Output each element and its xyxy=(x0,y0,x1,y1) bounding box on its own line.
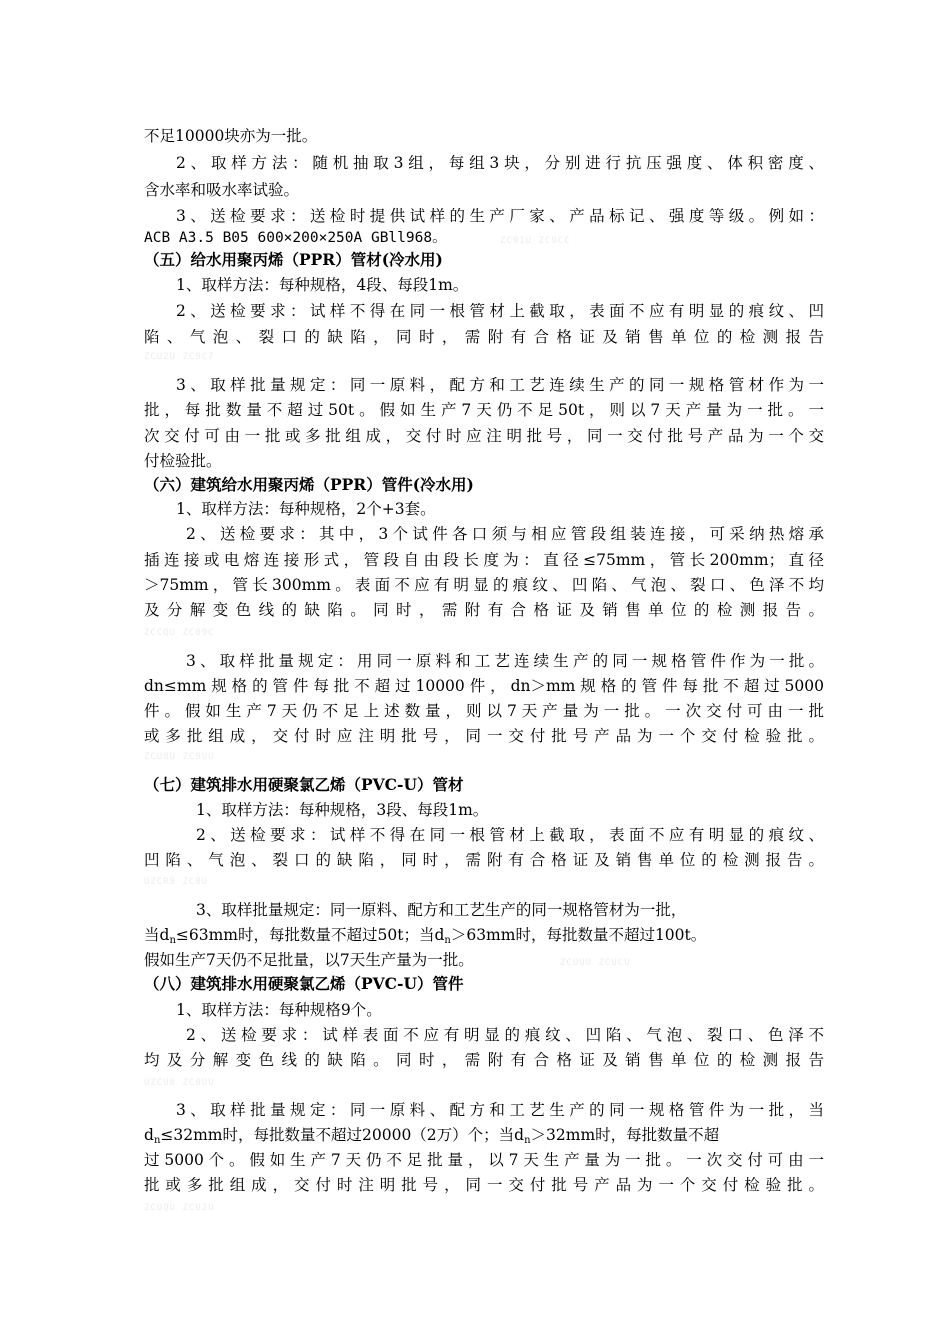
paragraph-line: 凹陷、气泡、裂口的缺陷，同时，需附有合格证及销售单位的检测报告。 xyxy=(144,851,824,869)
subscript-n: n xyxy=(169,935,176,946)
paragraph-line: ＞75mm，管长300mm。表面不应有明显的痕纹、凹陷、气泡、裂口、色泽不均 xyxy=(144,576,824,594)
paragraph-line: 1、取样方法：每种规格，4段、每段1m。 xyxy=(176,276,469,294)
text-run: ≤32mm时，每批数量不超过20000（2万）个；当d xyxy=(160,1126,525,1144)
paragraph-line: 2、取样方法：随机抽取3组，每组3块，分别进行抗压强度、体积密度、 xyxy=(176,154,824,172)
text-run: ＞32mm时，每批数量不超 xyxy=(530,1126,720,1144)
subscript-n: n xyxy=(444,935,451,946)
paragraph-line: 或多批组成，交付时应注明批号，同一交付批号产品为一个交付检验批。 xyxy=(144,727,824,745)
paragraph-line: 过5000个。假如生产7天仍不足批量，以7天生产量为一批。一次交付可由一 xyxy=(144,1151,824,1169)
watermark-text: UZCU8 ZC0UU xyxy=(144,1078,215,1088)
paragraph-line: 均及分解变色线的缺陷。同时，需附有合格证及销售单位的检测报告 xyxy=(144,1051,824,1069)
text-run: d xyxy=(144,1126,154,1144)
paragraph-line xyxy=(144,925,824,951)
paragraph-line: 3、取样批量规定：同一原料、配方和工艺生产的同一规格管材为一批， xyxy=(196,901,687,919)
section-heading-6: （六）建筑给水用聚丙烯（PPR）管件(冷水用) xyxy=(144,475,474,494)
watermark-text: ZCU2U ZC9C7 xyxy=(144,352,215,362)
watermark-text: ZCU8U ZC9UU xyxy=(144,752,215,762)
watermark-text: ZCUQU ZCU2U xyxy=(144,1203,215,1213)
paragraph-line: 2、送检要求：试样不得在同一根管材上截取，表面不应有明显的痕纹、凹 xyxy=(176,302,824,320)
watermark-text: UZCR9 ZC8U xyxy=(144,877,209,887)
paragraph-line: 含水率和吸水率试验。 xyxy=(144,181,300,199)
paragraph-line: ACB A3.5 B05 600×200×250A GBll968。 xyxy=(144,230,447,246)
paragraph-line: 不足10000块亦为一批。 xyxy=(144,127,318,145)
text-run: ＞63mm时，每批数量不超过100t。 xyxy=(450,926,707,944)
paragraph-line: 2、送检要求：试样不得在同一根管材上截取，表面不应有明显的痕纹、 xyxy=(196,826,824,844)
section-heading-7: （七）建筑排水用硬聚氯乙烯（PVC-U）管材 xyxy=(144,775,464,794)
watermark-text: ZCUUU ZCUCU xyxy=(560,958,631,968)
paragraph-line: 陷、气泡、裂口的缺陷，同时，需附有合格证及销售单位的检测报告 xyxy=(144,328,824,346)
paragraph-line: 3、取样批量规定：同一原料、配方和工艺生产的同一规格管件为一批，当 xyxy=(176,1101,824,1119)
paragraph-line: 次交付可由一批或多批组成，交付时应注明批号，同一交付批号产品为一个交 xyxy=(144,427,824,445)
paragraph-line: 2、送检要求：其中，3个试件各口须与相应管段组装连接，可采纳热熔承 xyxy=(186,525,824,543)
paragraph-line: 1、取样方法：每种规格9个。 xyxy=(176,1001,382,1019)
subscript-n: n xyxy=(153,1135,161,1146)
paragraph-line: dn≤mm规格的管件每批不超过10000件，dn＞mm规格的管件每批不超过5000 xyxy=(144,677,824,695)
section-heading-8: （八）建筑排水用硬聚氯乙烯（PVC-U）管件 xyxy=(144,974,464,993)
section-heading-5: （五）给水用聚丙烯（PPR）管材(冷水用) xyxy=(144,250,443,269)
paragraph-line: 及分解变色线的缺陷。同时，需附有合格证及销售单位的检测报告。 xyxy=(144,601,824,619)
watermark-text: ZCCQU ZC09C xyxy=(144,628,215,638)
watermark-text: ZC91U ZC9CC xyxy=(500,236,571,246)
subscript-n: n xyxy=(524,1135,531,1146)
paragraph-line: 1、取样方法：每种规格，2个+3套。 xyxy=(176,500,436,518)
paragraph-line xyxy=(144,1125,824,1151)
text-run: ≤63mm时，每批数量不超过50t；当d xyxy=(175,926,445,944)
paragraph-line: 付检验批。 xyxy=(144,452,222,470)
paragraph-line: 批或多批组成，交付时注明批号，同一交付批号产品为一个交付检验批。 xyxy=(144,1176,824,1194)
paragraph-line: 2、送检要求：试样表面不应有明显的痕纹、凹陷、气泡、裂口、色泽不 xyxy=(186,1026,824,1044)
paragraph-line: 3、取样批量规定：同一原料，配方和工艺连续生产的同一规格管材作为一 xyxy=(176,376,824,394)
paragraph-line: 3、送检要求：送检时提供试样的生产厂家、产品标记、强度等级。例如： xyxy=(176,207,824,225)
paragraph-line: 3、取样批量规定：用同一原料和工艺连续生产的同一规格管件作为一批。 xyxy=(186,652,824,670)
paragraph-line: 件。假如生产7天仍不足上述数量，则以7天产量为一批。一次交付可由一批 xyxy=(144,702,824,720)
paragraph-line: 1、取样方法：每种规格，3段、每段1m。 xyxy=(196,801,489,819)
paragraph-line: 假如生产7天仍不足批量，以7天生产量为一批。 xyxy=(144,951,474,969)
paragraph-line: 插连接或电熔连接形式，管段自由段长度为：直径≤75mm，管长200mm；直径 xyxy=(144,551,824,569)
text-run: 当d xyxy=(144,926,170,944)
paragraph-line: 批，每批数量不超过50t。假如生产7天仍不足50t，则以7天产量为一批。一 xyxy=(144,401,824,419)
